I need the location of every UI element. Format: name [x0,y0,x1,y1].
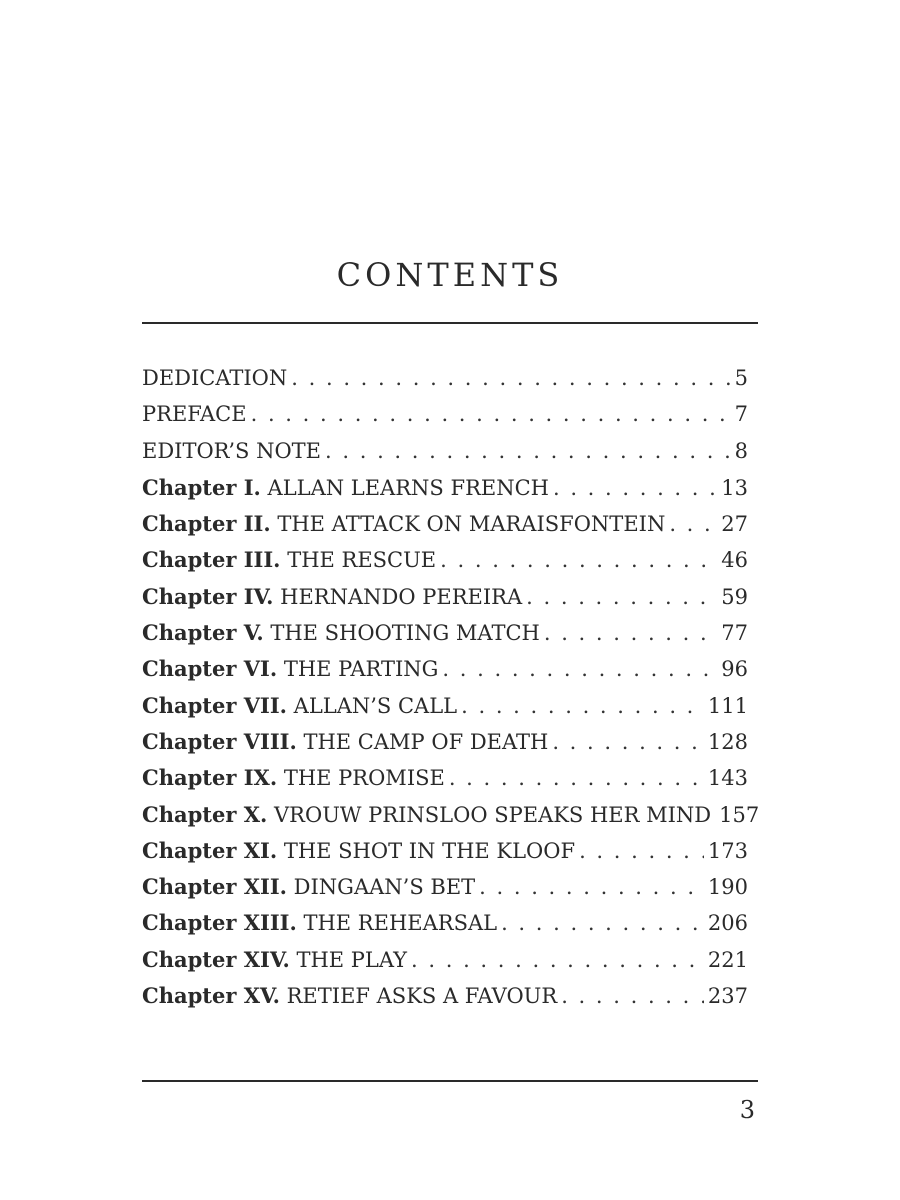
toc-entry-label [142,947,407,972]
chapter-number: Chapter IX. [142,765,278,791]
toc-entry[interactable] [142,547,748,583]
toc-entry[interactable] [142,729,748,765]
chapter-number: Chapter III. [142,547,281,573]
toc-entry-label [142,439,321,463]
toc-entry-label [142,983,557,1008]
chapter-number: Chapter VII. [142,692,287,718]
dot-leader [449,766,704,790]
chapter-number: Chapter VIII. [142,728,297,754]
page-ref: 77 [721,621,748,646]
dot-leader [325,439,731,463]
page-ref: 237 [707,984,748,1009]
toc-entry[interactable] [142,620,748,656]
page-ref: 8 [734,438,748,463]
toc-entry-label [142,402,247,426]
toc-entry[interactable] [142,366,748,402]
chapter-number: Chapter XIII. [142,910,297,936]
toc-entry-label [142,838,575,863]
chapter-number: Chapter V. [142,620,264,646]
chapter-title: THE SHOOTING MATCH [270,621,540,646]
toc-entry[interactable] [142,874,748,910]
dot-leader [461,694,704,718]
toc-entry-label [142,475,549,500]
table-of-contents [142,366,760,1019]
chapter-number: Chapter VI. [142,656,278,682]
dot-leader [501,911,704,935]
toc-entry-label [142,910,497,935]
toc-entry-label [142,874,475,899]
chapter-number: Chapter IV. [142,583,274,609]
chapter-title: VROUW PRINSLOO SPEAKS HER MIND [274,802,712,827]
page-ref: 46 [721,548,748,573]
toc-entry-label [142,802,711,827]
dot-leader [442,657,717,681]
toc-entry[interactable] [142,801,760,838]
dot-leader [669,512,717,536]
dot-leader [579,839,704,863]
toc-entry-label [142,366,287,390]
page-ref: 190 [707,875,748,900]
dot-leader [251,402,731,426]
toc-entry[interactable] [142,439,748,475]
page-ref: 96 [721,657,748,682]
page-ref: 5 [734,366,748,390]
chapter-title: HERNANDO PEREIRA [280,584,523,609]
page-ref: 221 [707,947,748,972]
chapter-title: THE PARTING [283,657,439,682]
toc-entry[interactable] [142,947,748,983]
page-ref: 157 [719,802,760,827]
dot-leader [291,366,730,390]
page-ref: 27 [721,512,748,537]
chapter-number: Chapter XI. [142,837,278,863]
toc-entry[interactable] [142,693,748,729]
page-ref: 128 [707,729,748,754]
chapter-number: Chapter X. [142,801,268,827]
page-ref: 173 [707,838,748,863]
toc-entry-label [142,693,457,718]
page-ref: 111 [707,693,748,718]
dot-leader [411,948,704,972]
dot-leader [552,730,704,754]
dot-leader [479,875,704,899]
chapter-title: DINGAAN’S BET [293,875,476,900]
page-ref: 59 [721,584,748,609]
page-number: 3 [739,1096,755,1124]
chapter-title: PREFACE [142,402,247,427]
toc-entry[interactable] [142,910,748,946]
page-title: CONTENTS [336,256,564,294]
toc-entry[interactable] [142,402,748,438]
toc-entry-label [142,584,522,609]
chapter-title: THE PROMISE [283,766,445,791]
chapter-title: RETIEF ASKS A FAVOUR [286,984,558,1009]
top-divider [142,322,758,324]
chapter-title: THE CAMP OF DEATH [303,729,549,754]
bottom-divider [142,1080,758,1082]
page-ref: 13 [721,475,748,500]
chapter-title: THE RESCUE [287,548,437,573]
toc-entry[interactable] [142,656,748,692]
toc-entry-label [142,547,436,572]
toc-entry[interactable] [142,584,748,620]
chapter-number: Chapter I. [142,474,261,500]
toc-entry-label [142,656,438,681]
chapter-number: Chapter II. [142,511,271,537]
chapter-number: Chapter XII. [142,874,287,900]
chapter-title: ALLAN’S CALL [293,693,458,718]
page-ref: 206 [707,911,748,936]
toc-entry-label [142,765,445,790]
chapter-title: THE PLAY [296,947,408,972]
toc-entry-label [142,729,548,754]
dot-leader [561,984,704,1008]
dot-leader [544,621,717,645]
chapter-number: Chapter XV. [142,983,280,1009]
chapter-title: THE REHEARSAL [303,911,498,936]
toc-entry-label [142,511,665,536]
chapter-title: THE ATTACK ON MARAISFONTEIN [277,512,666,537]
chapter-title: DEDICATION [142,366,288,390]
toc-entry[interactable] [142,511,748,547]
page-ref: 143 [707,766,748,791]
chapter-title: THE SHOT IN THE KLOOF [283,838,576,863]
toc-entry[interactable] [142,765,748,801]
page-ref: 7 [734,402,748,427]
toc-entry[interactable] [142,475,748,511]
dot-leader [440,548,717,572]
toc-entry[interactable] [142,838,748,874]
chapter-number: Chapter XIV. [142,946,290,972]
toc-entry-label [142,620,540,645]
toc-entry[interactable] [142,983,748,1019]
dot-leader [553,476,717,500]
dot-leader [526,585,717,609]
chapter-title: ALLAN LEARNS FRENCH [267,475,549,500]
chapter-title: EDITOR’S NOTE [142,438,322,463]
